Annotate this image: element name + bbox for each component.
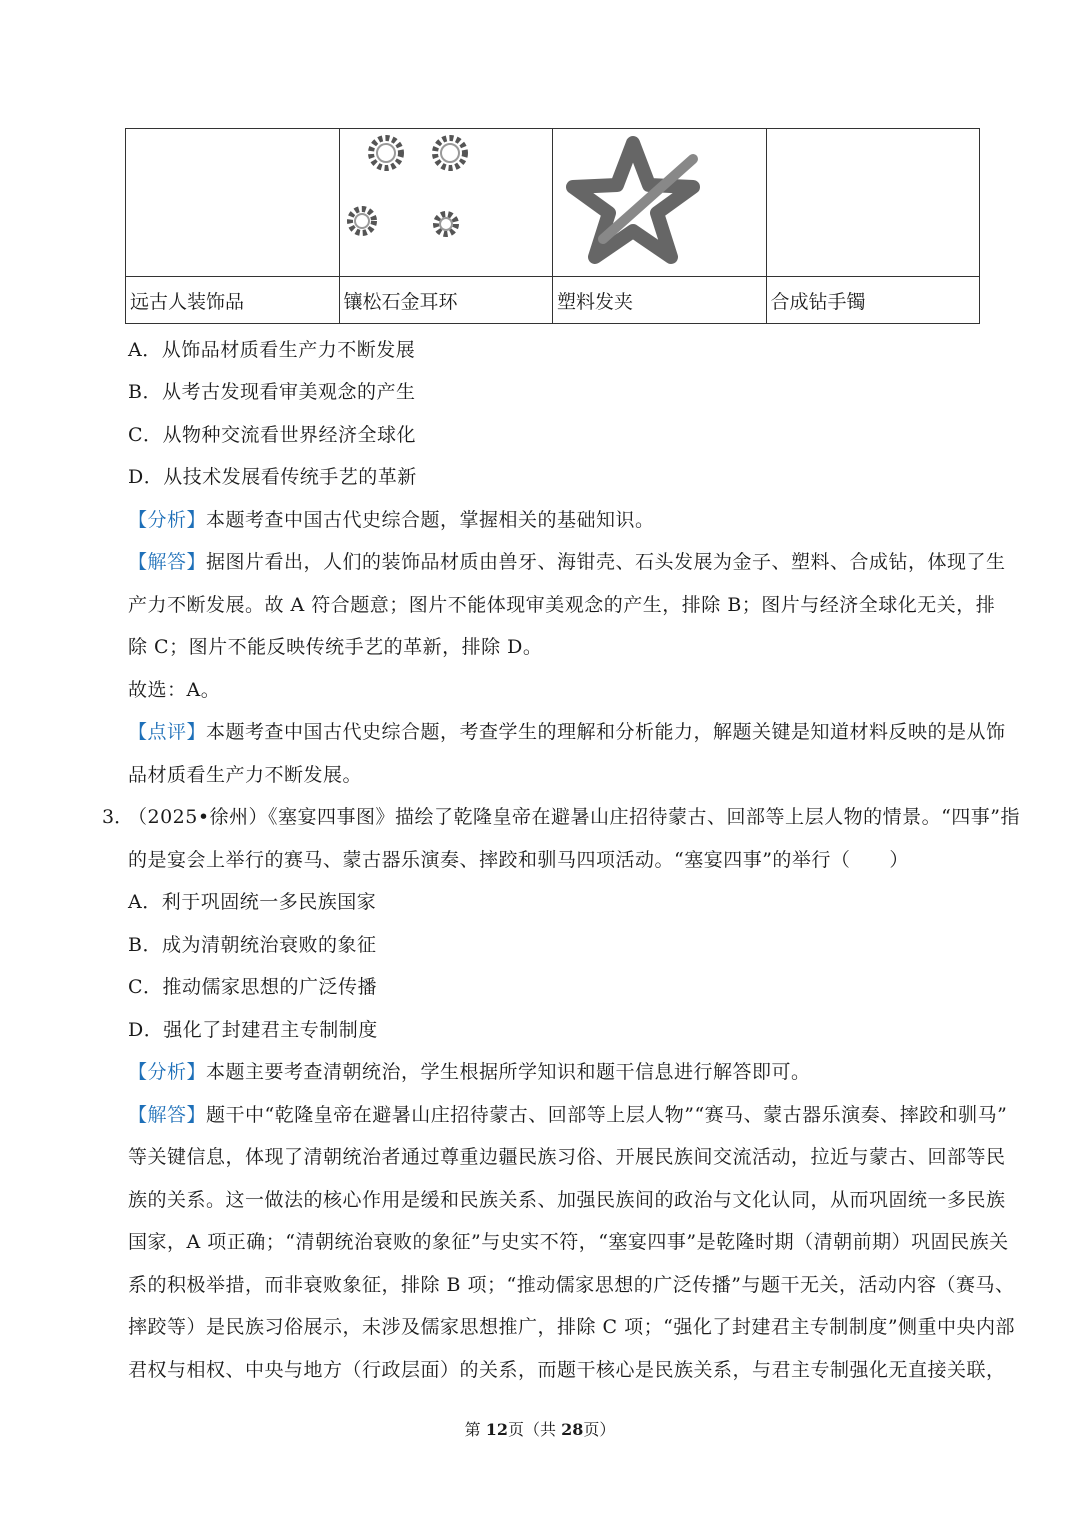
plastic-hairclip-image [553,129,767,276]
q3-answer-line-7: 君权与相权、中央与地方（行政层面）的关系，而题干核心是民族关系，与君主专制强化无直接关联， [128,1359,1006,1381]
q3-option-c: C．推动儒家思想的广泛传播 [128,976,378,998]
q3-answer-line-5: 系的积极举措，而非衰败象征，排除 B 项；“推动儒家思想的广泛传播”与题干无关，活动内容（赛马、 [128,1274,1015,1296]
q3-stem-line-2: 的是宴会上举行的赛马、蒙古器乐演奏、摔跤和驯马四项活动。“塞宴四事”的举行（ ） [128,849,909,871]
page-footer [0,1417,1080,1440]
comment-text: 本题考查中国古代史综合题，考查学生的理解和分析能力，解题关键是知道材料反映的是从饰 [206,721,1006,743]
answer-tag: 【解答】 [128,1104,207,1126]
footer-suffix: 页） [583,1420,616,1439]
footer-prefix: 第 [464,1420,486,1439]
q3-option-d: D．强化了封建君主专制制度 [128,1019,378,1041]
q2-comment-line-1 [128,717,1006,744]
footer-middle: 页（共 [507,1420,562,1439]
q3-answer-line-1 [128,1100,1007,1127]
image-cell-ancient [126,129,340,277]
earrings-image [340,129,554,276]
q3-number: 3． [102,806,134,828]
analysis-tag: 【分析】 [128,509,207,531]
q2-option-a: A．从饰品材质看生产力不断发展 [128,339,416,361]
image-cell-bracelet [766,129,980,277]
analysis-text: 本题考查中国古代史综合题，掌握相关的基础知识。 [206,509,655,531]
analysis-tag: 【分析】 [128,1061,207,1083]
q2-analysis [128,505,655,532]
image-cell-hairclip [553,129,767,277]
q3-analysis [128,1057,811,1084]
footer-page-number: 12 [485,1420,508,1439]
q3-answer-line-4: 国家，A 项正确；“清朝统治衰败的象征”与史实不符，“塞宴四事”是乾隆时期（清朝前期）巩固民族关 [128,1231,1009,1253]
comment-tag: 【点评】 [128,721,207,743]
caption-ancient: 远古人装饰品 [126,277,340,324]
q2-option-b: B．从考古发现看审美观念的产生 [128,381,416,403]
q3-stem-line-1: （2025•徐州）《塞宴四事图》描绘了乾隆皇帝在避暑山庄招待蒙古、回部等上层人物的情景。“四事”指 [128,806,1020,828]
q2-comment-line-2: 品材质看生产力不断发展。 [128,764,363,786]
ornament-image-table [125,128,980,324]
caption-hairclip: 塑料发夹 [553,277,767,324]
q2-answer-line-2: 产力不断发展。故 A 符合题意；图片不能体现审美观念的产生，排除 B；图片与经济全球化无关，排 [128,594,996,616]
footer-total-pages: 28 [561,1420,584,1439]
caption-bracelet: 合成钻手镯 [766,277,980,324]
q2-option-c: C．从物种交流看世界经济全球化 [128,424,417,446]
q2-option-d: D．从技术发展看传统手艺的革新 [128,466,417,488]
answer-text: 据图片看出，人们的装饰品材质由兽牙、海钳壳、石头发展为金子、塑料、合成钻，体现了生 [206,551,1006,573]
image-cell-earrings [339,129,553,277]
q3-option-b: B．成为清朝统治衰败的象征 [128,934,377,956]
q2-answer-line-1 [128,547,1006,574]
q3-answer-line-3: 族的关系。这一做法的核心作用是缓和民族关系、加强民族间的政治与文化认同，从而巩固统一多民族 [128,1189,1006,1211]
analysis-text: 本题主要考查清朝统治，学生根据所学知识和题干信息进行解答即可。 [206,1061,811,1083]
q3-answer-line-2: 等关键信息，体现了清朝统治者通过尊重边疆民族习俗、开展民族间交流活动，拉近与蒙古、回部等民 [128,1146,1006,1168]
q2-answer-line-3: 除 C；图片不能反映传统手艺的革新，排除 D。 [128,636,543,658]
q2-choice: 故选：A。 [128,679,221,701]
q3-answer-line-6: 摔跤等）是民族习俗展示，未涉及儒家思想推广，排除 C 项；“强化了封建君主专制制度”侧重中央内部 [128,1316,1016,1338]
answer-tag: 【解答】 [128,551,207,573]
caption-earrings: 镶松石金耳环 [339,277,553,324]
q3-option-a: A．利于巩固统一多民族国家 [128,891,377,913]
answer-text: 题干中“乾隆皇帝在避暑山庄招待蒙古、回部等上层人物”“赛马、蒙古器乐演奏、摔跤和驯马” [206,1104,1008,1126]
